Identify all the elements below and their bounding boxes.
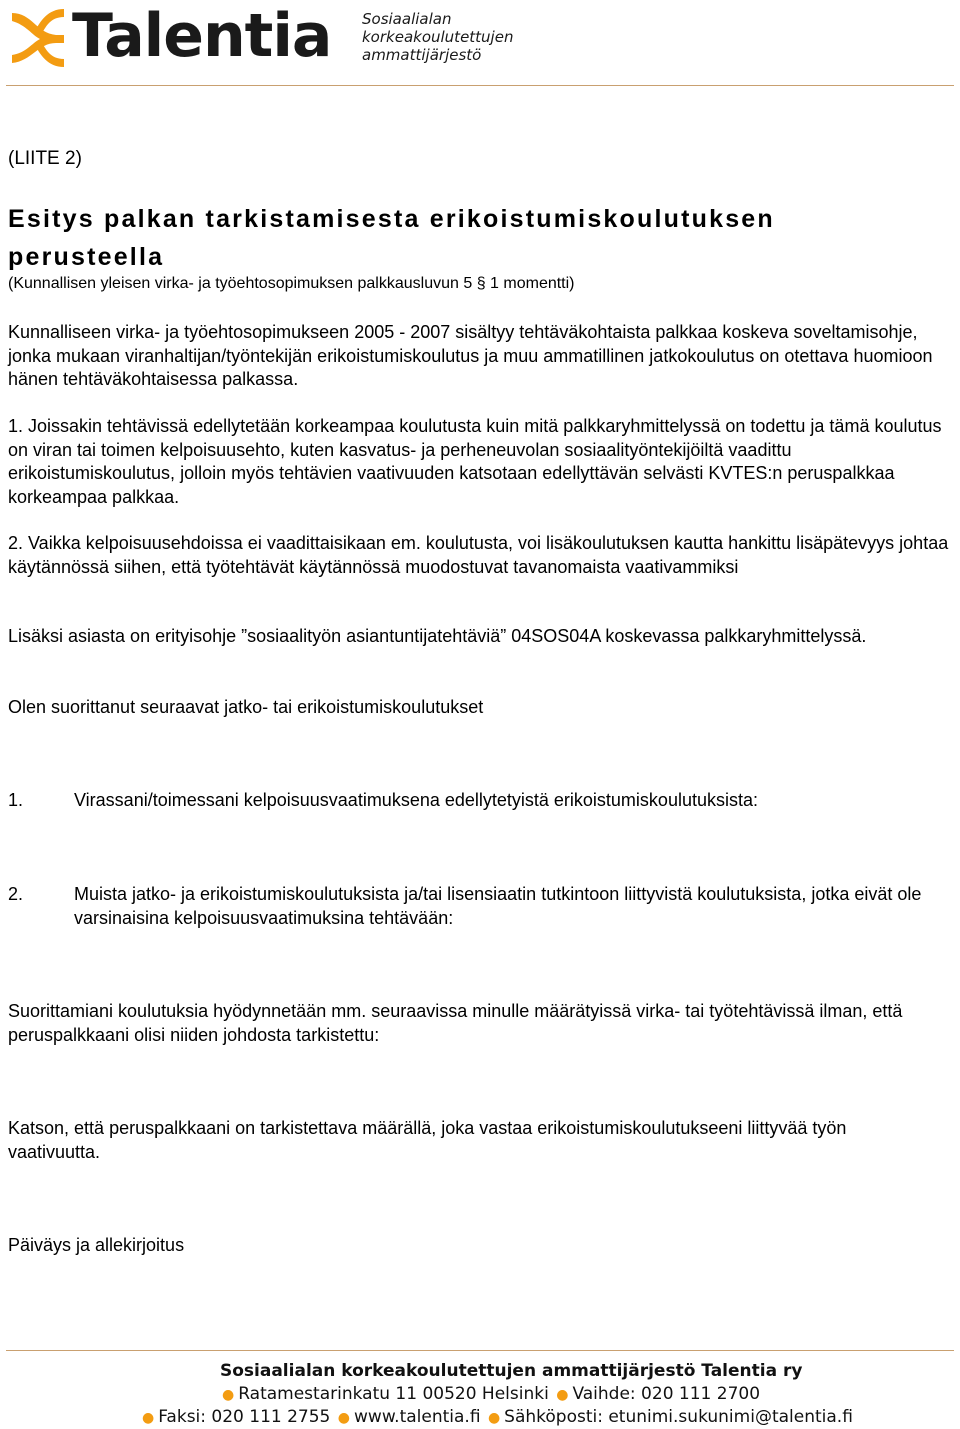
- footer-email[interactable]: Sähköposti: etunimi.sukunimi@talentia.fi: [504, 1407, 853, 1427]
- bullet-icon: ●: [337, 1410, 351, 1426]
- footer-web-link[interactable]: www.talentia.fi: [354, 1407, 481, 1427]
- item-2-text: Muista jatko- ja erikoistumiskoulutuksista ja/tai lisensiaatin tutkintoon liittyvistä koulutuksista, jotka eivät ole varsinaisina kelpoisuusvaatimuksina tehtävään:: [74, 884, 922, 928]
- footer-contact-line: [220, 1383, 760, 1406]
- point-2-paragraph: 2. Vaikka kelpoisuusehdoissa ei vaadittaisikaan em. koulutusta, voi lisäkoulutuksen kautta hankittu lisäpätevyys johtaa käytännössä siihen, että työtehtävät käytännössä muodostuvat tavanomaista vaativammiksi: [8, 533, 949, 577]
- talentia-logo-icon: [6, 3, 70, 69]
- completed-trainings-heading: Olen suorittanut seuraavat jatko- tai erikoistumiskoulutukset: [8, 697, 484, 717]
- footer-org-name: Sosiaalialan korkeakoulutettujen ammattijärjestö Talentia ry: [220, 1361, 803, 1381]
- point-1-paragraph: 1. Joissakin tehtävissä edellytetään korkeampaa koulutusta kuin mitä palkkaryhmittelyssä on todettu ja tämä koulutus on viran tai toimen kelpoisuusehto, kuten kasvatus- ja perheneuvolan sosiaalityöntekijöiltä vaadittu erikoistumiskoulutus, jolloin myös tehtävien vaativuuden katsotaan edellyttävän selvästi KVTES:n peruspalkkaa korkeampaa palkkaa.: [8, 416, 942, 507]
- logo-tagline: [362, 10, 513, 64]
- item-1-text: Virassani/toimessani kelpoisuusvaatimuksena edellytetyistä erikoistumiskoulutuksista:: [74, 790, 758, 810]
- page-header: [0, 0, 960, 86]
- logo-tagline-line: korkeakoulutettujen: [362, 28, 514, 46]
- item-1-number: 1.: [8, 790, 24, 810]
- bullet-icon: ●: [556, 1387, 569, 1403]
- footer-phone: Vaihde: 020 111 2700: [572, 1384, 761, 1404]
- logo-tagline-line: ammattijärjestö: [362, 46, 482, 64]
- logo-wordmark: Talentia: [72, 1, 332, 71]
- intro-paragraph: Kunnalliseen virka- ja työehtosopimukseen 2005 - 2007 sisältyy tehtäväkohtaista palkkaa koskeva soveltamisohje, jonka mukaan viranhaltijan/työntekijän erikoistumiskoulutus ja muu ammatillinen jatkokoulutus on otettava huomioon hänen tehtäväkohtaisessa palkassa.: [8, 322, 933, 389]
- document-subtitle: (Kunnallisen yleisen virka- ja työehtosopimuksen palkkausluvun 5 § 1 momentti): [8, 275, 575, 292]
- footer-online-line: [140, 1406, 853, 1429]
- footer-divider: [6, 1350, 954, 1351]
- consider-paragraph: Katson, että peruspalkkaani on tarkistettava määrällä, joka vastaa erikoistumiskoulutukseeni liittyvää työn vaativuutta.: [8, 1118, 847, 1162]
- document-title: Esitys palkan tarkistamisesta erikoistumiskoulutuksen perusteella: [8, 205, 775, 271]
- extra-instruction-paragraph: Lisäksi asiasta on erityisohje ”sosiaalityön asiantuntijatehtäviä” 04SOS04A koskevassa palkkaryhmittelyssä.: [8, 626, 867, 646]
- utilized-paragraph: Suorittamiani koulutuksia hyödynnetään mm. seuraavissa minulle määrätyissä virka- tai työtehtävissä ilman, että peruspalkkaani olisi niiden johdosta tarkistettu:: [8, 1001, 903, 1045]
- footer-address: Ratamestarinkatu 11 00520 Helsinki: [238, 1384, 549, 1404]
- item-2-number: 2.: [8, 884, 24, 904]
- footer-fax: Faksi: 020 111 2755: [158, 1407, 331, 1427]
- bullet-icon: ●: [487, 1410, 501, 1426]
- appendix-label: (LIITE 2): [8, 148, 82, 169]
- signature-label: Päiväys ja allekirjoitus: [8, 1235, 185, 1255]
- bullet-icon: ●: [222, 1387, 235, 1403]
- bullet-icon: ●: [142, 1410, 155, 1426]
- logo-tagline-line: Sosiaalialan: [362, 10, 452, 28]
- header-divider: [6, 85, 954, 86]
